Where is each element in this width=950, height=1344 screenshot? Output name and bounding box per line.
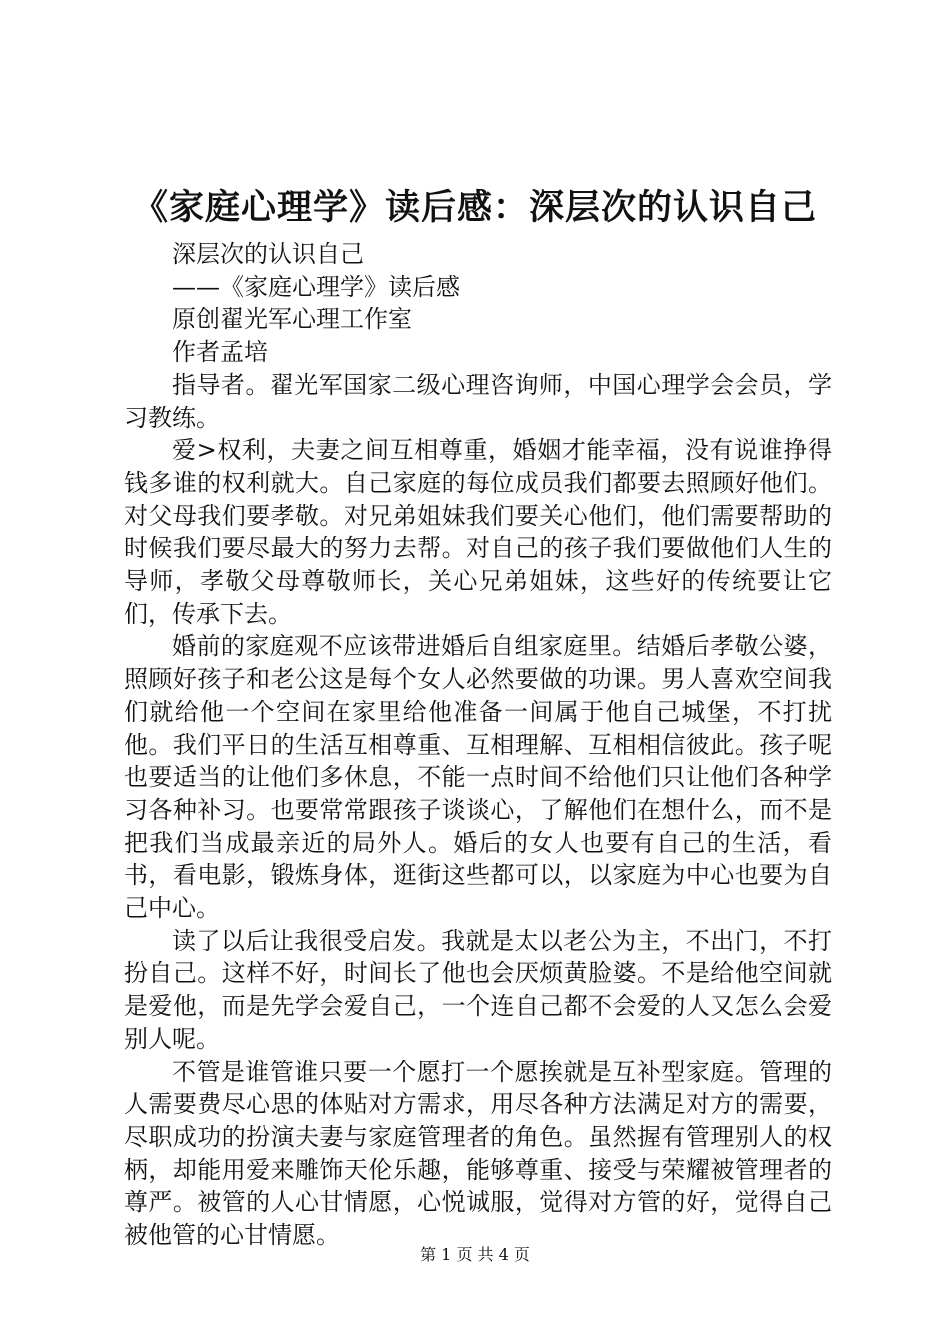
document-body: [124, 238, 832, 1252]
subtitle-line: ——《家庭心理学》读后感: [172, 272, 460, 301]
subtitle-line: 深层次的认识自己: [172, 240, 364, 268]
page-number-footer: 第 1 页 共 4 页: [420, 1245, 530, 1264]
source-line: 原创翟光军心理工作室: [172, 305, 412, 334]
document-title: 《家庭心理学》读后感：深层次的认识自己: [132, 187, 817, 228]
body-paragraph: 读了以后让我很受启发。我就是太以老公为主，不出门，不打扮自己。这样不好，时间长了他也会厌烦黄脸婆。不是给他空间就是爱他，而是先学会爱自己，一个连自己都不会爱的人又怎么会爱别人呢。: [124, 926, 832, 1053]
body-paragraph: 婚前的家庭观不应该带进婚后自组家庭里。结婚后孝敬公婆，照顾好孩子和老公这是每个女人必然要做的功课。男人喜欢空间我们就给他一个空间在家里给他准备一间属于他自己城堡，不打扰他。我们平日的生活互相尊重、互相理解、互相相信彼此。孩子呢也要适当的让他们多休息，不能一点时间不给他们只让他们各种学习各种补习。也要常常跟孩子谈谈心，了解他们在想什么，而不是把我们当成最亲近的局外人。婚后的女人也要有自己的生活，看书，看电影，锻炼身体，逛街这些都可以，以家庭为中心也要为自己中心。: [124, 632, 832, 923]
body-paragraph: 爱>权利，夫妻之间互相尊重，婚姻才能幸福，没有说谁挣得钱多谁的权利就大。自己家庭的每位成员我们都要去照顾好他们。对父母我们要孝敬。对兄弟姐妹我们要关心他们，他们需要帮助的时候我们要尽最大的努力去帮。对自己的孩子我们要做他们人生的导师，孝敬父母尊敬师长，关心兄弟姐妹，这些好的传统要让它们，传承下去。: [124, 436, 832, 628]
author-line: 作者孟培: [172, 338, 268, 367]
body-paragraph: 指导者。翟光军国家二级心理咨询师，中国心理学会会员，学习教练。: [124, 370, 832, 432]
body-paragraph: 不管是谁管谁只要一个愿打一个愿挨就是互补型家庭。管理的人需要费尽心思的体贴对方需求，用尽各种方法满足对方的需要，尽职成功的扮演夫妻与家庭管理者的角色。虽然握有管理别人的权柄，却能用爱来雕饰天伦乐趣，能够尊重、接受与荣耀被管理者的尊严。被管的人心甘情愿，心悦诚服，觉得对方管的好，觉得自己被他管的心甘情愿。: [124, 1057, 832, 1250]
